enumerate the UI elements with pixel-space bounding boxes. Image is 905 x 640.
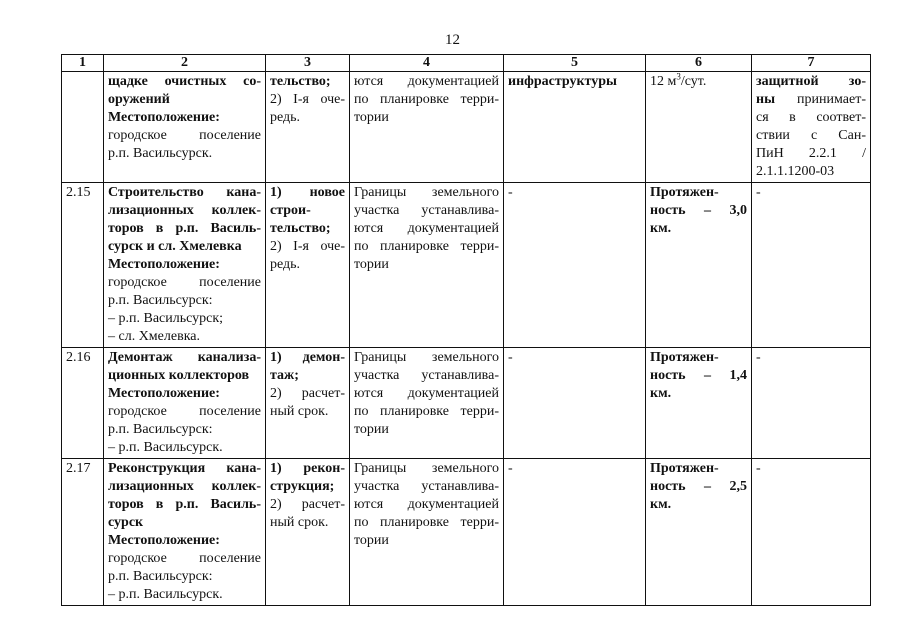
length-line: ность – 2,5 xyxy=(650,479,747,494)
stage-line: строи- xyxy=(270,203,311,218)
boundaries-line: по планировке терри- xyxy=(354,515,499,530)
zone-cell xyxy=(752,72,871,183)
zone-cell: - xyxy=(752,459,871,606)
stage-line: тельство; xyxy=(270,74,331,89)
boundaries-line: Границы земельного xyxy=(354,461,499,476)
zone-line: защитной зо- xyxy=(756,74,866,89)
object-name-line: ционных коллекторов xyxy=(108,368,250,383)
stage-line: 1) рекон- xyxy=(270,461,345,476)
characteristics-cell xyxy=(646,183,752,348)
object-name-cell xyxy=(104,72,266,183)
stage-line: 2) расчет- xyxy=(270,497,345,512)
stage-line: 1) новое xyxy=(270,185,345,200)
length-line: км. xyxy=(650,221,672,236)
characteristics-cell xyxy=(646,348,752,459)
stage-cell xyxy=(266,183,350,348)
stage-line: 2) I-я оче- xyxy=(270,239,345,254)
capacity-exponent: 3 xyxy=(676,71,681,82)
boundaries-line: по планировке терри- xyxy=(354,239,499,254)
boundaries-cell xyxy=(350,183,504,348)
infrastructure-cell: - xyxy=(504,348,646,459)
row-number: 2.15 xyxy=(62,183,104,348)
zone-cell: - xyxy=(752,183,871,348)
zone-line: 2.1.1.1200-03 xyxy=(756,164,835,179)
object-name-line: сурск xyxy=(108,515,144,530)
stage-cell xyxy=(266,459,350,606)
location-line: городское поселение xyxy=(108,128,261,143)
boundaries-line: участка устанавлива- xyxy=(354,203,499,218)
boundaries-line: Границы земельного xyxy=(354,350,499,365)
header-col-6: 6 xyxy=(646,55,752,72)
boundaries-line: по планировке терри- xyxy=(354,404,499,419)
object-name-line: лизационных коллек- xyxy=(108,203,261,218)
row-number: 2.17 xyxy=(62,459,104,606)
row-number: 2.16 xyxy=(62,348,104,459)
zone-cell: - xyxy=(752,348,871,459)
stage-line: редь. xyxy=(270,110,301,125)
header-col-5: 5 xyxy=(504,55,646,72)
header-row xyxy=(62,55,871,72)
location-line: – р.п. Васильсурск. xyxy=(108,440,223,455)
location-label: Местоположение: xyxy=(108,533,220,548)
boundaries-cell xyxy=(350,72,504,183)
boundaries-line: участка устанавлива- xyxy=(354,368,499,383)
boundaries-line: тории xyxy=(354,533,389,548)
row-number xyxy=(62,72,104,183)
zone-line: ПиН 2.2.1 / xyxy=(756,146,866,161)
stage-line: ный срок. xyxy=(270,515,329,530)
table-row xyxy=(62,348,871,459)
boundaries-line: тории xyxy=(354,110,389,125)
boundaries-line: ются документацией xyxy=(354,497,499,512)
boundaries-cell xyxy=(350,348,504,459)
object-name-line: торов в р.п. Василь- xyxy=(108,497,261,512)
boundaries-line: тории xyxy=(354,422,389,437)
location-label: Местоположение: xyxy=(108,110,220,125)
location-line: р.п. Васильсурск: xyxy=(108,569,213,584)
object-name-cell xyxy=(104,459,266,606)
location-line: городское поселение xyxy=(108,551,261,566)
length-line: Протяжен- xyxy=(650,461,719,476)
boundaries-line: Границы земельного xyxy=(354,185,499,200)
header-col-2: 2 xyxy=(104,55,266,72)
table-row xyxy=(62,72,871,183)
location-line: городское поселение xyxy=(108,404,261,419)
capacity-unit: /сут. xyxy=(680,74,707,89)
stage-cell xyxy=(266,72,350,183)
length-line: ность – 1,4 xyxy=(650,368,747,383)
boundaries-line: ются документацией xyxy=(354,386,499,401)
infrastructure-cell: инфраструктуры xyxy=(504,72,646,183)
stage-line: 2) расчет- xyxy=(270,386,345,401)
stage-line: тельство; xyxy=(270,221,331,236)
location-label: Местоположение: xyxy=(108,257,220,272)
object-name-line: торов в р.п. Василь- xyxy=(108,221,261,236)
header-col-1: 1 xyxy=(62,55,104,72)
header-col-7: 7 xyxy=(752,55,871,72)
length-line: км. xyxy=(650,497,672,512)
location-line: – р.п. Васильсурск; xyxy=(108,311,224,326)
header-col-3: 3 xyxy=(266,55,350,72)
boundaries-line: участка устанавлива- xyxy=(354,479,499,494)
infrastructure-cell: - xyxy=(504,183,646,348)
object-name-line: щадке очистных со- xyxy=(108,74,261,89)
boundaries-line: ются документацией xyxy=(354,74,499,89)
object-name-line: Демонтаж канализа- xyxy=(108,350,261,365)
length-line: км. xyxy=(650,386,672,401)
length-line: Протяжен- xyxy=(650,350,719,365)
object-name-cell xyxy=(104,183,266,348)
location-line: р.п. Васильсурск: xyxy=(108,422,213,437)
object-name-line: сурск и сл. Хмелевка xyxy=(108,239,242,254)
boundaries-line: по планировке терри- xyxy=(354,92,499,107)
location-line: – сл. Хмелевка. xyxy=(108,329,200,344)
table-row xyxy=(62,459,871,606)
object-name-line: Строительство кана- xyxy=(108,185,261,200)
object-name-line: Реконструкция кана- xyxy=(108,461,261,476)
characteristics-cell xyxy=(646,459,752,606)
stage-line: струкция; xyxy=(270,479,335,494)
page-number: 12 xyxy=(445,32,460,48)
object-name-cell xyxy=(104,348,266,459)
capacity-value: 12 м xyxy=(650,74,677,89)
location-line: р.п. Васильсурск: xyxy=(108,293,213,308)
boundaries-line: тории xyxy=(354,257,389,272)
infrastructure-cell: - xyxy=(504,459,646,606)
location-label: Местоположение: xyxy=(108,386,220,401)
object-name-line: лизационных коллек- xyxy=(108,479,261,494)
stage-line: ный срок. xyxy=(270,404,329,419)
table-row xyxy=(62,183,871,348)
boundaries-line: ются документацией xyxy=(354,221,499,236)
zone-line: ся в соответ- xyxy=(756,110,866,125)
stage-line: редь. xyxy=(270,257,301,272)
zone-line: принимает- xyxy=(797,92,866,107)
stage-line: таж; xyxy=(270,368,299,383)
length-line: ность – 3,0 xyxy=(650,203,747,218)
characteristics-cell xyxy=(646,72,752,183)
boundaries-cell xyxy=(350,459,504,606)
stage-line: 1) демон- xyxy=(270,350,345,365)
planning-table xyxy=(61,54,871,606)
stage-line: 2) I-я оче- xyxy=(270,92,345,107)
object-name-line: оружений xyxy=(108,92,170,107)
zone-line: ны xyxy=(756,92,775,107)
location-line: городское поселение xyxy=(108,275,261,290)
zone-line: ствии с Сан- xyxy=(756,128,866,143)
location-line: р.п. Васильсурск. xyxy=(108,146,213,161)
location-line: – р.п. Васильсурск. xyxy=(108,587,223,602)
header-col-4: 4 xyxy=(350,55,504,72)
stage-cell xyxy=(266,348,350,459)
length-line: Протяжен- xyxy=(650,185,719,200)
